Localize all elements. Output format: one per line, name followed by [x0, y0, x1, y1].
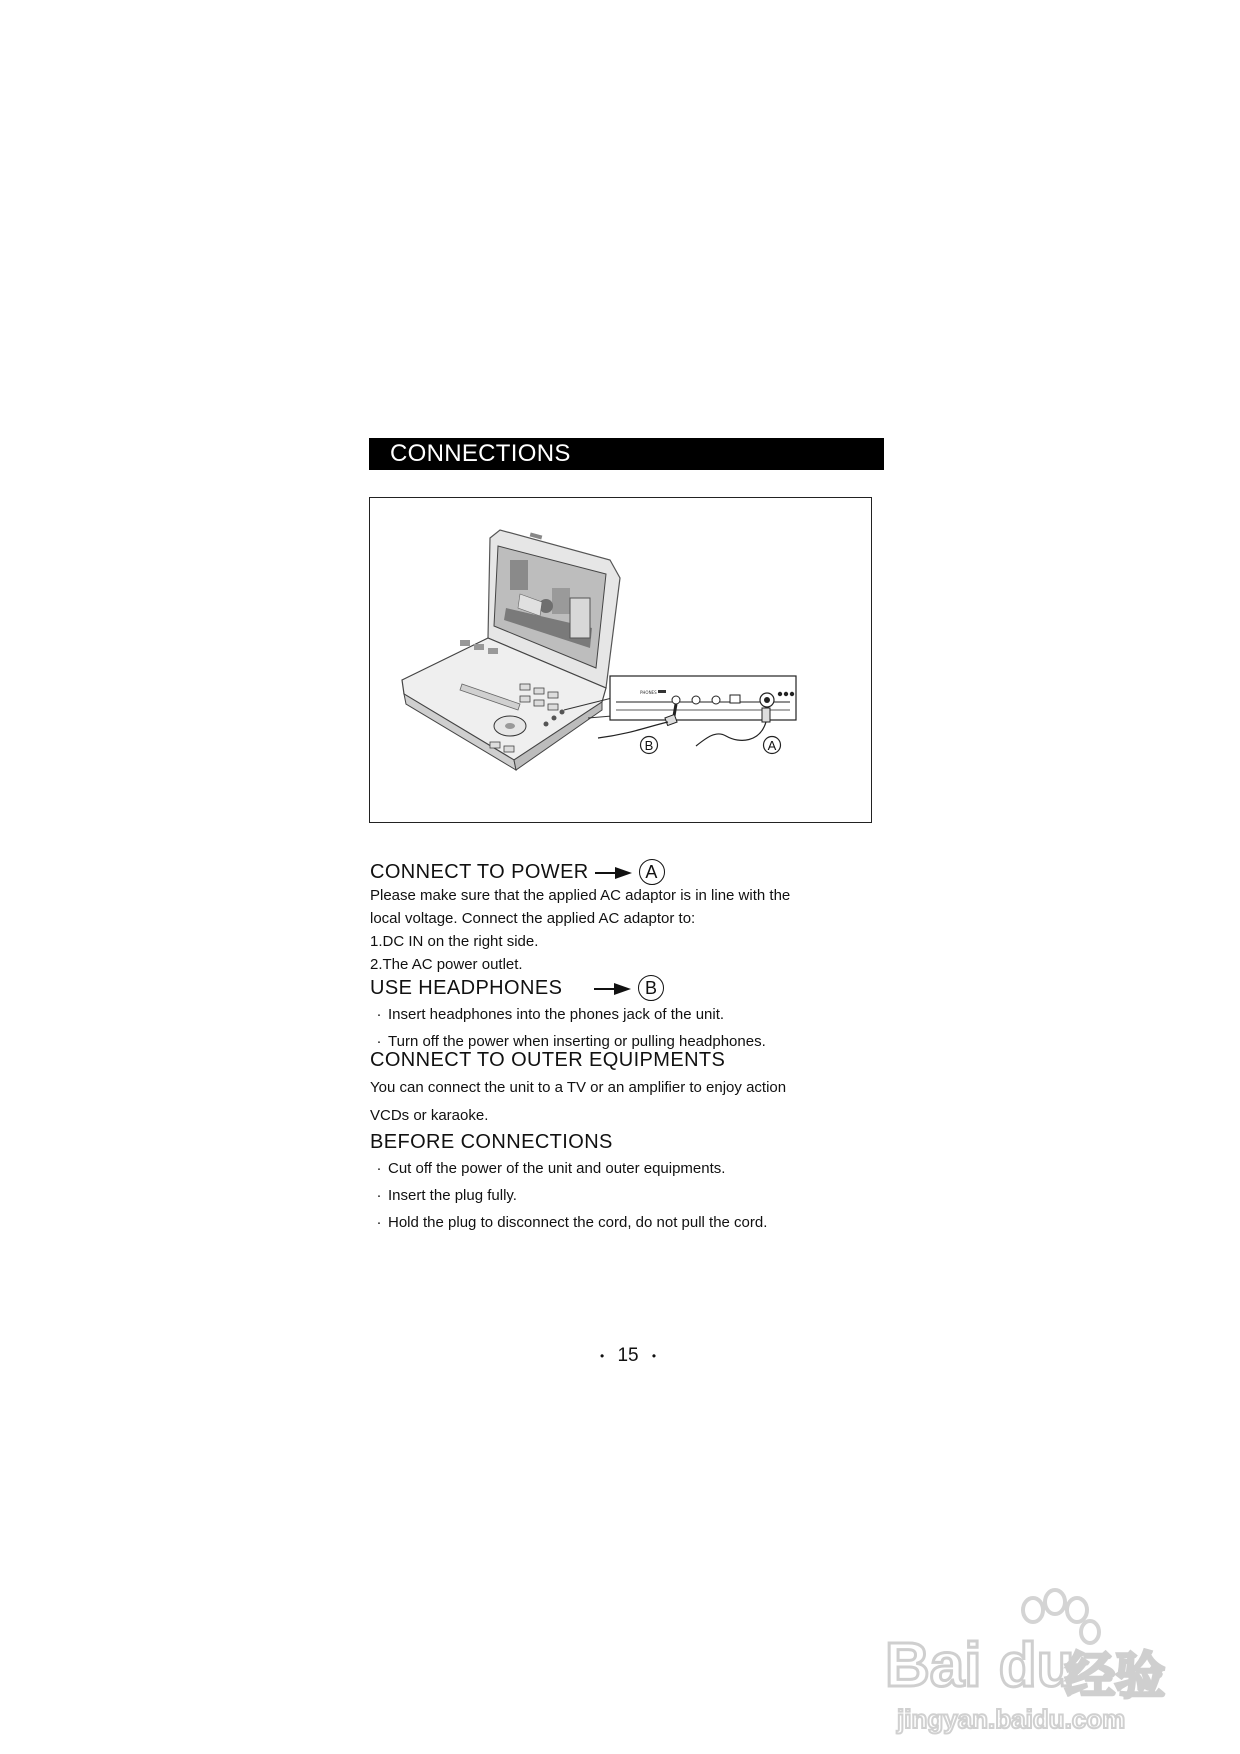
scene-window-2 — [552, 588, 570, 614]
bullet-dot-icon: · — [376, 1006, 382, 1023]
label-b: B — [644, 738, 654, 753]
bullet-dot-icon: · — [376, 1160, 382, 1177]
arrow-right-icon — [594, 982, 632, 996]
list-item: · Turn off the power when inserting or pulling headphones. — [370, 1033, 766, 1050]
power-heading: CONNECT TO POWER — [370, 861, 589, 883]
bullet-dot-icon: · — [376, 1187, 382, 1204]
list-item: · Cut off the power of the unit and outer equipments. — [370, 1160, 725, 1177]
dvd-player-illustration — [370, 498, 870, 821]
scene-window — [510, 560, 528, 590]
page-number-value: 15 — [617, 1345, 639, 1366]
list-item: · Insert headphones into the phones jack of the unit. — [370, 1006, 724, 1023]
page-number — [600, 1345, 656, 1367]
page-bullet-left: • — [600, 1348, 605, 1363]
headphones-heading: USE HEADPHONES — [370, 977, 563, 999]
outer-heading: CONNECT TO OUTER EQUIPMENTS — [370, 1049, 726, 1071]
bullet-dot-icon: · — [376, 1033, 382, 1050]
outer-line-2: VCDs or karaoke. — [370, 1107, 489, 1124]
baidu-jingyan-watermark — [885, 1580, 1185, 1740]
headphones-heading-row — [370, 975, 664, 1001]
power-line-3: 1.DC IN on the right side. — [370, 933, 539, 950]
page-bullet-right: • — [651, 1348, 657, 1363]
power-line-2: local voltage. Connect the applied AC adaptor to: — [370, 910, 696, 927]
page-title: CONNECTIONS — [390, 440, 571, 467]
arrow-right-icon — [595, 866, 633, 880]
before-heading: BEFORE CONNECTIONS — [370, 1131, 613, 1153]
power-heading-row — [370, 859, 665, 885]
power-line-1: Please make sure that the applied AC adaptor is in line with the — [370, 887, 791, 904]
watermark-chinese: 经验 — [1065, 1648, 1165, 1704]
connections-illustration — [369, 497, 872, 823]
headphones-marker: B — [638, 975, 664, 1001]
svg-text:PHONES: PHONES — [640, 690, 657, 695]
power-marker: A — [639, 859, 665, 885]
list-item: · Insert the plug fully. — [370, 1187, 517, 1204]
watermark-url: jingyan.baidu.com — [897, 1704, 1126, 1734]
label-a: A — [767, 738, 777, 753]
bullet-dot-icon: · — [376, 1214, 382, 1231]
list-item: · Hold the plug to disconnect the cord, do not pull the cord. — [370, 1214, 767, 1231]
watermark-brand: Bai du — [885, 1631, 1075, 1700]
outer-line-1: You can connect the unit to a TV or an amplifier to enjoy action — [370, 1079, 787, 1096]
power-line-4: 2.The AC power outlet. — [370, 956, 523, 973]
